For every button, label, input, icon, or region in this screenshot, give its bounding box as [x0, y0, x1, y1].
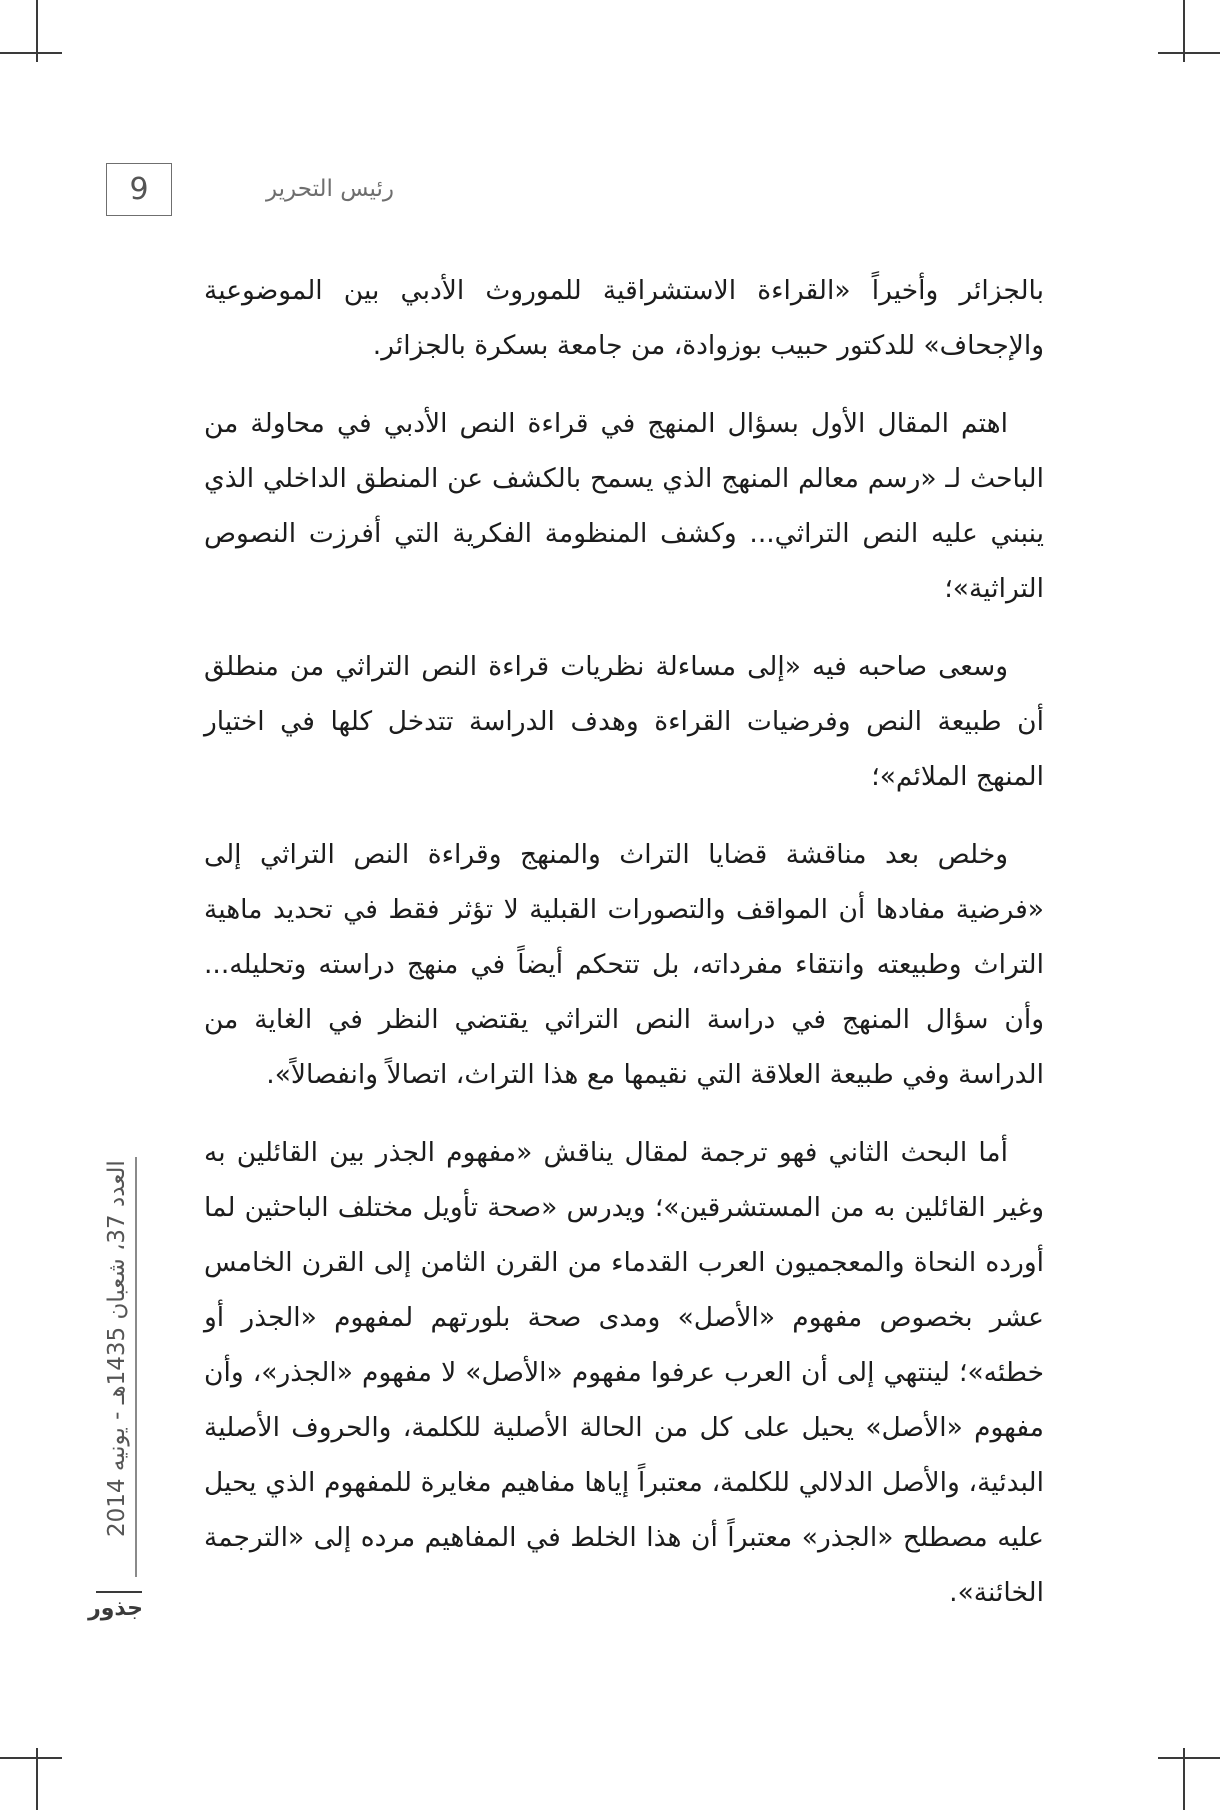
crop-mark-top-left-horizontal [0, 52, 62, 54]
article-body [204, 263, 1044, 1643]
paragraph-3: وسعى صاحبه فيه «إلى مساءلة نظريات قراءة النص التراثي من منطلق أن طبيعة النص وفرضيات القراءة وهدف الدراسة تتدخل كلها في اختيار المنهج الملائم»؛ [204, 651, 1044, 792]
paragraph-5: أما البحث الثاني فهو ترجمة لمقال يناقش «مفهوم الجذر بين القائلين به وغير القائلين به من المستشرقين»؛ ويدرس «صحة تأويل مختلف الباحثين لما أورده النحاة والمعجميون العرب القدماء من القرن الثامن إلى القرن الخامس عشر بخصوص مفهوم «الأصل» ومدى صحة بلورتهم لمفهوم «الجذر أو خطئه»؛ لينتهي إلى أن العرب عرفوا مفهوم «الأصل» لا مفهوم «الجذر»، وأن مفهوم «الأصل» يحيل على كل من الحالة الأصلية للكلمة، والحروف الأصلية البدئية، والأصل الدلالي للكلمة، معتبراً إياها مفاهيم مغايرة للمفهوم الذي يحيل عليه مصطلح «الجذر» معتبراً أن هذا الخلط في المفاهيم مرده إلى «الترجمة الخائنة». [204, 1137, 1044, 1608]
running-title: رئيس التحرير [265, 176, 394, 202]
crop-mark-top-right-horizontal [1158, 52, 1220, 54]
paragraph-2: اهتم المقال الأول بسؤال المنهج في قراءة النص الأدبي في محاولة من الباحث لـ «رسم معالم المنهج الذي يسمح بالكشف عن المنطق الداخلي الذي ينبني عليه النص التراثي... وكشف المنظومة الفكرية التي أفرزت النصوص التراثية»؛ [204, 408, 1044, 604]
crop-mark-bottom-left-horizontal [0, 1757, 62, 1759]
issue-info: العدد 37، شعبان 1435هـ - يونيه 2014 [104, 1160, 130, 1537]
paragraph-4: وخلص بعد مناقشة قضايا التراث والمنهج وقراءة النص التراثي إلى «فرضية مفادها أن المواقف والتصورات القبلية لا تؤثر فقط في تحديد ماهية التراث وطبيعته وانتقاء مفرداته، بل تتحكم أيضاً في منهج دراسته وتحليله... وأن سؤال المنهج في دراسة النص التراثي يقتضي النظر في الغاية من الدراسة وفي طبيعة العلاقة التي نقيمها مع هذا التراث، اتصالاً وانفصالاً». [204, 839, 1044, 1090]
page-number: 9 [106, 163, 172, 216]
journal-logo: جذور [88, 1596, 143, 1621]
crop-mark-bottom-right-horizontal [1158, 1757, 1220, 1759]
logo-divider [96, 1591, 142, 1593]
paragraph-1: بالجزائر وأخيراً «القراءة الاستشراقية للموروث الأدبي بين الموضوعية والإجحاف» للدكتور حبيب بوزوادة، من جامعة بسكرة بالجزائر. [204, 275, 1044, 361]
side-divider [135, 1157, 137, 1577]
